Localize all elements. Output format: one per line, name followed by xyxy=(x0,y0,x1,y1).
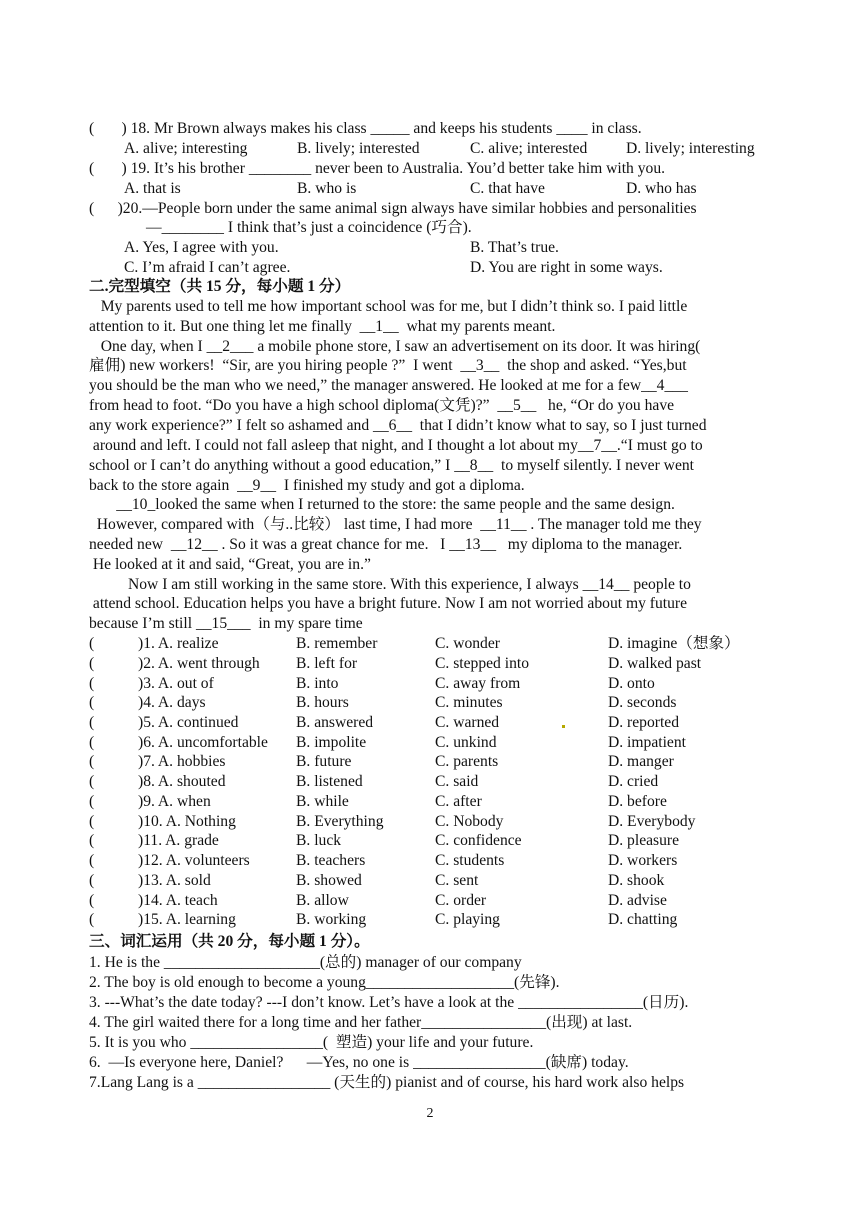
paren: ( xyxy=(89,734,95,751)
q19-option-b: B. who is xyxy=(297,180,357,197)
q20-option-d: D. You are right in some ways. xyxy=(470,259,663,276)
paren: ( xyxy=(89,773,95,790)
option-c: C. students xyxy=(435,852,505,869)
cloze-line-7: any work experience?” I felt so ashamed and __6__ that I didn’t know what to say, so I just turned xyxy=(89,417,707,434)
paren: ( xyxy=(89,813,95,830)
paren: ( xyxy=(89,793,95,810)
option-d: D. impatient xyxy=(608,734,686,751)
paren: ( xyxy=(89,753,95,770)
option-a: )13. A. sold xyxy=(138,872,211,889)
option-c: C. sent xyxy=(435,872,479,889)
vocab-q4: 4. The girl waited there for a long time and her father________________(出现) at last. xyxy=(89,1014,633,1031)
vocab-q1: 1. He is the ____________________(总的) manager of our company xyxy=(89,954,522,971)
option-c: C. away from xyxy=(435,675,521,692)
question-18: ( ) 18. Mr Brown always makes his class _____ and keeps his students ____ in class. xyxy=(89,120,642,137)
cloze-line-5: you should be the man who we need,” the manager answered. He looked at me for a few__4___ xyxy=(89,377,688,394)
option-c: C. parents xyxy=(435,753,499,770)
paren: ( xyxy=(89,714,95,731)
option-a: )10. A. Nothing xyxy=(138,813,236,830)
cloze-line-6: from head to foot. “Do you have a high school diploma(文凭)?” __5__ he, “Or do you have xyxy=(89,397,675,414)
option-a: )4. A. days xyxy=(138,694,206,711)
option-c: C. confidence xyxy=(435,832,522,849)
cloze-line-3: One day, when I __2___ a mobile phone store, I saw an advertisement on its door. It was hiring( xyxy=(89,338,701,355)
option-d: D. manger xyxy=(608,753,674,770)
option-d: D. cried xyxy=(608,773,659,790)
option-b: B. working xyxy=(296,911,367,928)
q19-option-c: C. that have xyxy=(470,180,545,197)
q20-option-b: B. That’s true. xyxy=(470,239,559,256)
cloze-line-2: attention to it. But one thing let me finally __1__ what my parents meant. xyxy=(89,318,556,335)
vocab-q3: 3. ---What’s the date today? ---I don’t know. Let’s have a look at the ________________(日历). xyxy=(89,994,689,1011)
option-d: D. workers xyxy=(608,852,678,869)
vocab-q5: 5. It is you who _________________( 塑造) your life and your future. xyxy=(89,1034,534,1051)
paren: ( xyxy=(89,655,95,672)
page-number: 2 xyxy=(426,1106,434,1121)
option-d: D. seconds xyxy=(608,694,677,711)
paren: ( xyxy=(89,675,95,692)
option-d: D. imagine（想象） xyxy=(608,635,740,652)
option-b: B. future xyxy=(296,753,352,770)
vocab-q2: 2. The boy is old enough to become a young___________________(先锋). xyxy=(89,974,560,991)
q20-option-c: C. I’m afraid I can’t agree. xyxy=(124,259,291,276)
option-c: C. Nobody xyxy=(435,813,504,830)
option-c: C. after xyxy=(435,793,482,810)
cloze-line-8: around and left. I could not fall asleep that night, and I thought a lot about my__7__.“I must go to xyxy=(89,437,703,454)
option-b: B. allow xyxy=(296,892,349,909)
option-b: B. into xyxy=(296,675,339,692)
option-a: )14. A. teach xyxy=(138,892,218,909)
cloze-line-9: school or I can’t do anything without a good education,” I __8__ to myself silently. I never went xyxy=(89,457,694,474)
option-c: C. wonder xyxy=(435,635,500,652)
option-c: C. order xyxy=(435,892,487,909)
cloze-line-17: because I’m still __15___ in my spare time xyxy=(89,615,363,632)
paren: ( xyxy=(89,852,95,869)
paren: ( xyxy=(89,911,95,928)
cloze-line-11: __10_looked the same when I returned to the store: the same people and the same design. xyxy=(89,496,675,513)
option-c: C. playing xyxy=(435,911,500,928)
option-a: )7. A. hobbies xyxy=(138,753,226,770)
section-2-heading: 二.完型填空（共 15 分，每小题 1 分） xyxy=(89,278,351,295)
cloze-line-16: attend school. Education helps you have a bright future. Now I am not worried about my future xyxy=(89,595,688,612)
option-d: D. chatting xyxy=(608,911,678,928)
option-d: D. advise xyxy=(608,892,667,909)
option-d: D. onto xyxy=(608,675,655,692)
q18-option-c: C. alive; interested xyxy=(470,140,588,157)
question-19: ( ) 19. It’s his brother ________ never been to Australia. You’d better take him with you. xyxy=(89,160,666,177)
paren: ( xyxy=(89,694,95,711)
option-b: B. remember xyxy=(296,635,378,652)
paren: ( xyxy=(89,872,95,889)
cloze-line-15: Now I am still working in the same store. With this experience, I always __14__ people to xyxy=(89,576,691,593)
stray-mark xyxy=(562,725,565,728)
option-b: B. listened xyxy=(296,773,363,790)
vocab-q6: 6. —Is everyone here, Daniel? —Yes, no one is _________________(缺席) today. xyxy=(89,1054,629,1071)
option-a: )3. A. out of xyxy=(138,675,214,692)
question-20-line-2: —________ I think that’s just a coincidence (巧合). xyxy=(146,219,472,236)
cloze-line-14: He looked at it and said, “Great, you are in.” xyxy=(89,556,371,573)
cloze-line-4: 雇佣) new workers! “Sir, are you hiring people ?” I went __3__ the shop and asked. “Yes,but xyxy=(89,357,687,374)
option-a: )1. A. realize xyxy=(138,635,219,652)
option-d: D. shook xyxy=(608,872,665,889)
option-b: B. teachers xyxy=(296,852,366,869)
option-a: )6. A. uncomfortable xyxy=(138,734,268,751)
option-a: )9. A. when xyxy=(138,793,211,810)
option-b: B. Everything xyxy=(296,813,384,830)
cloze-line-1: My parents used to tell me how important school was for me, but I didn’t think so. I paid little xyxy=(89,298,688,315)
option-a: )8. A. shouted xyxy=(138,773,226,790)
q19-option-d: D. who has xyxy=(626,180,697,197)
q18-option-d: D. lively; interesting xyxy=(626,140,755,157)
option-a: )15. A. learning xyxy=(138,911,236,928)
option-a: )11. A. grade xyxy=(138,832,219,849)
q20-option-a: A. Yes, I agree with you. xyxy=(124,239,279,256)
option-a: )12. A. volunteers xyxy=(138,852,250,869)
cloze-line-13: needed new __12__ . So it was a great chance for me. I __13__ my diploma to the manager. xyxy=(89,536,683,553)
option-d: D. Everybody xyxy=(608,813,696,830)
option-c: C. said xyxy=(435,773,479,790)
paren: ( xyxy=(89,635,95,652)
option-d: D. before xyxy=(608,793,667,810)
option-d: D. walked past xyxy=(608,655,702,672)
cloze-line-10: back to the store again __9__ I finished my study and got a diploma. xyxy=(89,477,525,494)
paren: ( xyxy=(89,832,95,849)
option-b: B. answered xyxy=(296,714,374,731)
option-b: B. hours xyxy=(296,694,349,711)
option-b: B. while xyxy=(296,793,349,810)
cloze-line-12: However, compared with（与..比较） last time, I had more __11__ . The manager told me they xyxy=(89,516,702,533)
option-a: )5. A. continued xyxy=(138,714,239,731)
option-c: C. minutes xyxy=(435,694,503,711)
section-3-heading: 三、词汇运用（共 20 分，每小题 1 分）。 xyxy=(89,933,370,950)
option-b: B. impolite xyxy=(296,734,367,751)
vocab-q7: 7.Lang Lang is a _________________ (天生的) pianist and of course, his hard work also helps xyxy=(89,1074,685,1091)
option-a: )2. A. went through xyxy=(138,655,260,672)
option-d: D. reported xyxy=(608,714,680,731)
question-20: ( )20.—People born under the same animal sign always have similar hobbies and personalities xyxy=(89,200,697,217)
q18-option-a: A. alive; interesting xyxy=(124,140,248,157)
option-b: B. luck xyxy=(296,832,342,849)
q18-option-b: B. lively; interested xyxy=(297,140,420,157)
paren: ( xyxy=(89,892,95,909)
option-b: B. left for xyxy=(296,655,358,672)
option-c: C. stepped into xyxy=(435,655,529,672)
q19-option-a: A. that is xyxy=(124,180,181,197)
option-b: B. showed xyxy=(296,872,362,889)
option-c: C. unkind xyxy=(435,734,497,751)
option-d: D. pleasure xyxy=(608,832,680,849)
option-c: C. warned xyxy=(435,714,500,731)
